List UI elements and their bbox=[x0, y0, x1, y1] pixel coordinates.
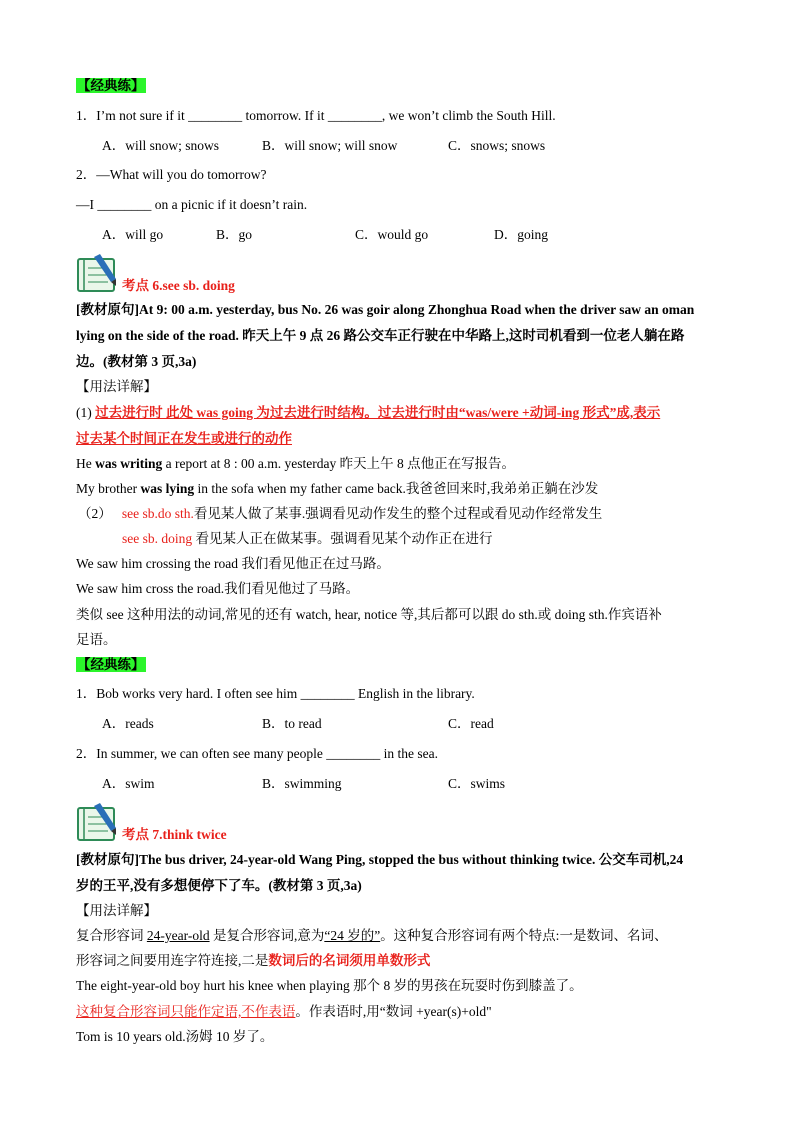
q1-option-b: B．to read bbox=[262, 716, 322, 731]
q1-option-a: A．will snow; snows bbox=[102, 138, 220, 153]
q2-option-a: A．swim bbox=[102, 776, 155, 791]
point-7-rule-1-cont: 形容词之间要用连字符连接,二是数词后的名词须用单数形式 bbox=[76, 953, 431, 968]
point-6-source-line2: lying on the side of the road. 昨天上午 9 点 26 路公交车正行驶在中华路上,这时司机看到一位老人躺在路 bbox=[76, 328, 685, 343]
question-1-text: 1．Bob works very hard. I often see him ________ English in the library. bbox=[76, 686, 475, 701]
q1-option-c: C．snows; snows bbox=[448, 138, 546, 153]
point-6-rule-1-cont: 过去某个时间正在发生或进行的动作 bbox=[76, 431, 292, 446]
question-2-line1: 2．—What will you do tomorrow? bbox=[76, 167, 267, 182]
point-6-rule-1: (1) 过去进行时 此处 was going 为过去进行时结构。过去进行时由“was/were +动词-ing 形式”成,表示 bbox=[76, 405, 661, 420]
point-6-rule-2: （2） see sb.do sth.看见某人做了某事.强调看见动作发生的整个过程或看见动作经常发生 bbox=[78, 506, 603, 521]
notebook-pencil-icon bbox=[76, 802, 122, 844]
example-sentence: The eight-year-old boy hurt his knee when playing 那个 8 岁的男孩在玩耍时伤到膝盖了。 bbox=[76, 978, 583, 993]
note-line1: 类似 see 这种用法的动词,常见的还有 watch, hear, notice 等,其后都可以跟 do sth.或 doing sth.作宾语补 bbox=[76, 607, 662, 622]
point-7-source-line2: 岁的王平,没有多想便停下了车。(教材第 3 页,3a) bbox=[76, 878, 362, 893]
example-sentence: My brother was lying in the sofa when my father came back.我爸爸回来时,我弟弟正躺在沙发 bbox=[76, 481, 599, 496]
q2-option-c: C．would go bbox=[355, 227, 429, 242]
q1-option-a: A．reads bbox=[102, 716, 154, 731]
example-sentence: He was writing a report at 8 : 00 a.m. yesterday 昨天上午 8 点他正在写报告。 bbox=[76, 456, 516, 471]
point-7-source-line1: [教材原句]The bus driver, 24-year-old Wang Ping, stopped the bus without thinking twice. 公交车司机,24 bbox=[76, 852, 684, 867]
question-2-line2: —I ________ on a picnic if it doesn’t rain. bbox=[76, 197, 308, 212]
q2-option-b: B．go bbox=[216, 227, 253, 242]
usage-label: 【用法详解】 bbox=[76, 379, 157, 394]
q2-option-d: D．going bbox=[494, 227, 548, 242]
q2-option-a: A．will go bbox=[102, 227, 164, 242]
q1-option-b: B．will snow; will snow bbox=[262, 138, 398, 153]
practice-label: 【经典练】 bbox=[77, 78, 145, 93]
practice-label: 【经典练】 bbox=[77, 657, 145, 672]
note-line2: 足语。 bbox=[76, 632, 117, 647]
point-7-title: 考点 7.think twice bbox=[122, 827, 227, 842]
example-sentence: We saw him cross the road.我们看见他过了马路。 bbox=[76, 581, 360, 596]
point-6-rule-2b: see sb. doing 看见某人正在做某事。强调看见某个动作正在进行 bbox=[122, 531, 493, 546]
q2-option-c: C．swims bbox=[448, 776, 506, 791]
example-sentence: We saw him crossing the road 我们看见他正在过马路。 bbox=[76, 556, 390, 571]
point-6-title: 考点 6.see sb. doing bbox=[122, 278, 235, 293]
point-6-source-line3: 边。(教材第 3 页,3a) bbox=[76, 354, 197, 369]
point-6-source-line1: [教材原句]At 9: 00 a.m. yesterday, bus No. 26 was goir along Zhonghua Road when the driver saw an oman bbox=[76, 302, 695, 317]
example-sentence: Tom is 10 years old.汤姆 10 岁了。 bbox=[76, 1029, 274, 1044]
question-1-text: 1．I’m not sure if it ________ tomorrow. If it ________, we won’t climb the South Hill. bbox=[76, 108, 556, 123]
q2-option-b: B．swimming bbox=[262, 776, 342, 791]
q1-option-c: C．read bbox=[448, 716, 494, 731]
usage-label: 【用法详解】 bbox=[76, 903, 157, 918]
notebook-pencil-icon bbox=[76, 253, 122, 295]
point-7-rule-2: 这种复合形容词只能作定语,不作表语。作表语时,用“数词 +year(s)+old" bbox=[76, 1004, 492, 1019]
point-7-rule-1: 复合形容词 24-year-old 是复合形容词,意为“24 岁的”。这种复合形容词有两个特点:一是数词、名词、 bbox=[76, 928, 668, 943]
question-2-text: 2．In summer, we can often see many people ________ in the sea. bbox=[76, 746, 438, 761]
